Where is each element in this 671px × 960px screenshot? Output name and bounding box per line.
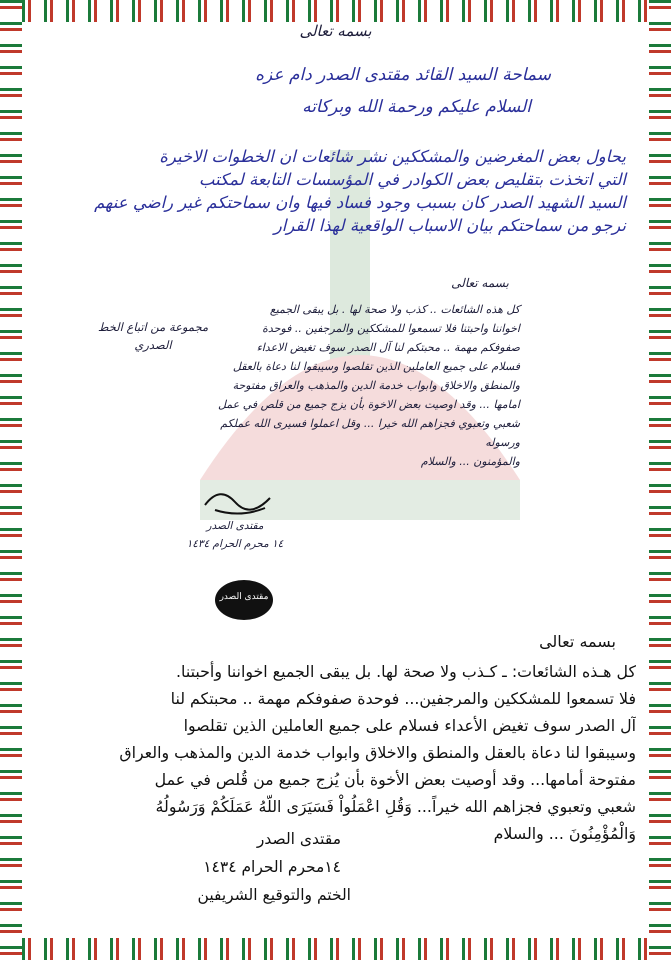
seal-text: مقتدى الصدر — [219, 592, 269, 602]
letter-line: السيد الشهيد الصدر كان بسبب وجود فساد فيها وان سماحتكم غير راضي عنهم — [94, 193, 626, 212]
transcript-body — [31, 658, 636, 847]
reply-line: كل هذه الشائعات .. كذب ولا صحة لها . بل يبقى الجميع — [269, 303, 520, 316]
transcript-date: ١٤محرم الحرام ١٤٣٤ — [203, 858, 341, 876]
letter-addressee: سماحة السيد القائد مقتدى الصدر دام عزه — [255, 65, 551, 85]
reply-signer: مقتدى الصدر — [206, 520, 264, 532]
reply-group-label: مجموعة من اتباع الخط الصدري — [97, 320, 209, 352]
transcript-signer: مقتدى الصدر — [256, 830, 341, 848]
reply-basmala: بسمه تعالى — [451, 276, 509, 290]
transcript-line: فلا تسمعوا للمشككين والمرجفين... فوحدة صفوفكم مهمة .. محبتكم لنا — [170, 689, 636, 708]
letter-line: نرجو من سماحتكم بيان الاسباب الواقعية لهذا القرار — [273, 216, 626, 235]
letter-line: التي اتخذت بتقليص بعض الكوادر في المؤسسات التابعة لمكتب — [198, 170, 626, 189]
reply-date: ١٤ محرم الحرام ١٤٣٤ — [186, 538, 284, 550]
decorative-border-top — [0, 0, 671, 22]
transcript-line: كل هـذه الشائعات: ـ كـذب ولا صحة لها. بل يبقى الجميع اخواننا وأحبتنا. — [176, 662, 636, 681]
reply-line: والمنطق والاخلاق وابواب خدمة الدين والمذهب والعراق مفتوحة — [232, 379, 520, 392]
letter-basmala: بسمه تعالى — [299, 22, 372, 40]
reply-line: صفوفكم مهمة .. محبتكم لنا آل الصدر سوف تغيض الاعداء — [256, 341, 520, 354]
transcript-line: وَالْمُؤْمِنُونَ ... والسلام — [493, 824, 636, 843]
transcript-line: مفتوحة أمامها... وقد أوصيت بعض الأخوة بأن يُزج جميع من قُلص في عمل — [154, 770, 636, 789]
transcript-line: وسيبقوا لنا دعاة بالعقل والمنطق والاخلاق وابواب خدمة الدين والمذهب والعراق — [119, 743, 636, 762]
transcript-seal-note: الختم والتوقيع الشريفين — [197, 886, 351, 904]
reply-line: شعبي وتعبوي فجزاهم الله خيرا ... وقل اعملوا فسيرى الله عملكم ورسوله — [220, 417, 520, 449]
letter-line: يحاول بعض المغرضين والمشككين نشر شائعات ان الخطوات الاخيرة — [159, 147, 626, 166]
transcript-line: آل الصدر سوف تغيض الأعداء فسلام على جميع العاملين الذين تقلصوا — [183, 716, 636, 735]
letter-message — [36, 145, 626, 237]
reply-line: امامها ... وقد اوصيت بعض الاخوة بأن يزج جميع من قلص في عمل — [217, 398, 520, 411]
signature-scribble-icon — [200, 480, 280, 520]
decorative-border-left — [0, 0, 22, 960]
transcript-line: شعبي وتعبوي فجزاهم الله خيراً... وَقُلِ اعْمَلُواْ فَسَيَرَى اللّهُ عَمَلَكُمْ وَرَسُولُهُ — [155, 797, 636, 816]
decorative-border-bottom — [0, 938, 671, 960]
reply-line: والمؤمنون ... والسلام — [420, 455, 520, 468]
reply-line: اخواننا واحبتنا فلا تسمعوا للمشككين والمرجفين .. فوحدة — [262, 322, 520, 335]
reply-text — [200, 300, 520, 471]
decorative-border-right — [649, 0, 671, 960]
transcript-basmala: بسمه تعالى — [539, 632, 616, 651]
reply-line: فسلام على جميع العاملين الذين تقلصوا وسيبقوا لنا دعاة بالعقل — [232, 360, 520, 373]
official-seal — [215, 580, 273, 620]
letter-greeting: السلام عليكم ورحمة الله وبركاته — [302, 97, 531, 117]
